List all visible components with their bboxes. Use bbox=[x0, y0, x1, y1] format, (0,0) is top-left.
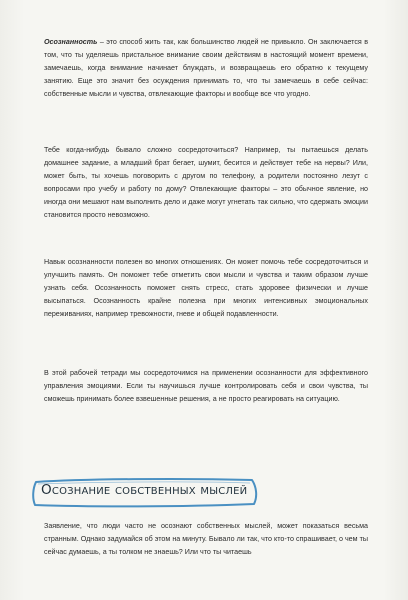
paragraph-unaware-thoughts: Заявление, что люди часто не осознают собственных мыслей, может показаться весьма странным. Однако задумайся об этом на минуту. Бывало ли так, что кто-то спрашивает, о чем ты сейчас думаешь, а ты толком не знаешь? Или что ты читаешь bbox=[44, 522, 368, 557]
section-heading-banner bbox=[30, 476, 262, 510]
section-heading: Осознание собственных мыслей bbox=[41, 482, 248, 498]
paragraph-distractions: Тебе когда-нибудь бывало сложно сосредоточиться? Например, ты пытаешься делать домашнее задание, а младший брат бегает, шумит, бесится и действует тебе на нервы? Или, может быть, ты хочешь поговорить с другом по телефону, а родители постоянно лезут с вопросами про учебу и работу по дому? Отвлекающие факторы – это обычное явление, но иногда они мешают нам выполнить дело и даже могут угнетать так сильно, что сдержать эмоции становится просто невозможно. bbox=[44, 146, 368, 220]
paragraph-workbook-focus: В этой рабочей тетради мы сосредоточимся на применении осознанности для эффективного управления эмоциями. Если ты научишься лучше контролировать себя и свои чувства, ты сможешь принимать более взвешенные решения, а не просто реагировать на ситуацию. bbox=[44, 369, 368, 404]
paragraph-text: – это способ жить так, как большинство людей не привыкло. Он заключается в том, что ты уделяешь пристальное внимание своим действиям в настоящий момент времени, замечаешь, когда внимание начинает блуждать, и возвращаешь его обратно к текущему занятию. Еще это значит без осуждения принимать то, что ты замечаешь в себе сейчас: собственные мысли и чувства, отвлекающие факторы и вообще все что угодно. bbox=[44, 38, 368, 99]
term-mindfulness: Осознанность bbox=[44, 38, 98, 46]
paragraph-benefits: Навык осознанности полезен во многих отношениях. Он может помочь тебе сосредоточиться и улучшить память. Он поможет тебе отметить свои мысли и чувства и таким образом лучше узнать себя. Осознанность поможет снять стресс, стать здоровее физически и лучше высыпаться. Осознанность крайне полезна при многих интенсивных эмоциональных переживаниях, например тревожности, гневе и общей подавленности. bbox=[44, 258, 368, 319]
paragraph-mindfulness-definition bbox=[44, 36, 368, 101]
